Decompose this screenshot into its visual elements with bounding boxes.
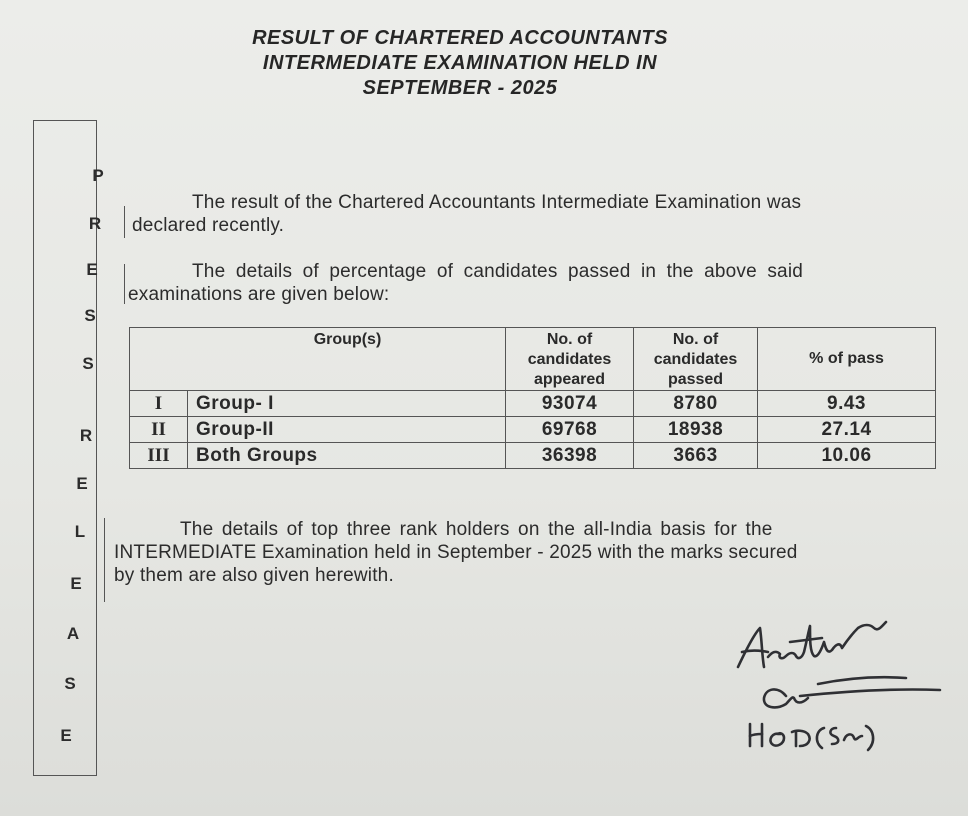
paragraph-rank-holders [114, 518, 938, 587]
results-table [129, 327, 936, 469]
header-line: passed [667, 371, 724, 388]
paragraph-result-declared [132, 191, 916, 237]
title-line-1: RESULT OF CHARTERED ACCOUNTANTS [252, 27, 668, 49]
sidebar-letter: S [82, 354, 94, 373]
document-title [160, 26, 760, 101]
row-group: Group- I [188, 391, 506, 417]
header-groups: Group(s) [130, 328, 506, 391]
row-number: I [130, 391, 188, 417]
row-number: III [130, 443, 188, 469]
row-percent: 27.14 [758, 417, 936, 443]
table-row [130, 391, 936, 417]
paragraph-line: declared recently. [132, 215, 285, 236]
margin-line [124, 264, 125, 304]
sidebar-letter: S [84, 306, 96, 325]
table-row [130, 417, 936, 443]
sidebar-letter: R [88, 214, 102, 233]
row-appeared: 69768 [506, 417, 634, 443]
sidebar-letter: S [64, 674, 76, 693]
margin-line [104, 518, 105, 602]
row-passed: 8780 [634, 391, 758, 417]
row-percent: 10.06 [758, 443, 936, 469]
paragraph-details-intro [128, 260, 918, 306]
title-line-3: SEPTEMBER - 2025 [362, 77, 558, 99]
header-line: No. of [672, 331, 719, 348]
header-line: candidates [527, 351, 612, 368]
handwritten-signature [728, 612, 958, 762]
header-line: No. of [546, 331, 593, 348]
header-percent: % of pass [758, 328, 936, 391]
header-line: candidates [653, 351, 738, 368]
row-number: II [130, 417, 188, 443]
paragraph-line: examinations are given below: [128, 284, 390, 305]
row-appeared: 36398 [506, 443, 634, 469]
title-line-2: INTERMEDIATE EXAMINATION HELD IN [262, 52, 658, 74]
paragraph-line: INTERMEDIATE Examination held in September - 2025 with the marks secured [114, 542, 798, 563]
header-passed [634, 328, 758, 391]
table-row [130, 443, 936, 469]
sidebar-letter: E [76, 474, 88, 493]
row-passed: 3663 [634, 443, 758, 469]
table-header-row [130, 328, 936, 391]
sidebar-letter: E [60, 726, 72, 745]
row-appeared: 93074 [506, 391, 634, 417]
paragraph-line: by them are also given herewith. [114, 565, 394, 586]
paragraph-line: The details of top three rank holders on the all-India basis for the [180, 519, 773, 540]
row-passed: 18938 [634, 417, 758, 443]
header-line: appeared [533, 371, 606, 388]
header-appeared [506, 328, 634, 391]
sidebar-letter: E [70, 574, 82, 593]
row-group: Group-II [188, 417, 506, 443]
paragraph-line: The details of percentage of candidates passed in the above said [192, 261, 804, 282]
row-group: Both Groups [188, 443, 506, 469]
sidebar-letter: L [74, 522, 86, 541]
sidebar-letter: R [79, 426, 93, 445]
margin-line [124, 206, 125, 238]
sidebar-letter: E [86, 260, 98, 279]
sidebar-letter: P [92, 166, 104, 185]
row-percent: 9.43 [758, 391, 936, 417]
sidebar-letter: A [66, 624, 80, 643]
paragraph-line: The result of the Chartered Accountants Intermediate Examination was [192, 192, 802, 213]
